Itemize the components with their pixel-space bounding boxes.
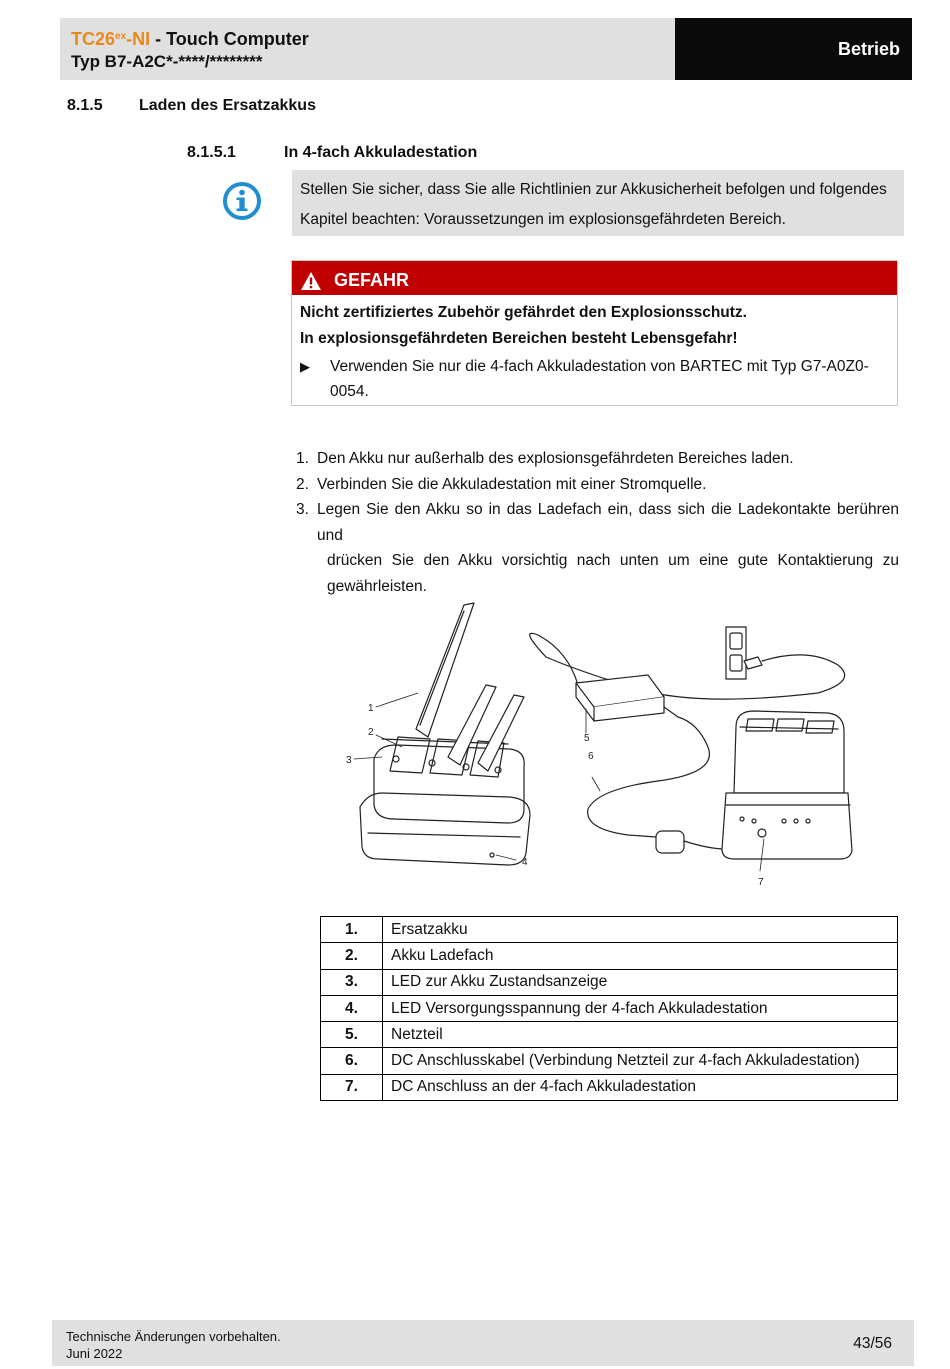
legend-number: 2. (321, 943, 383, 969)
legend-number: 3. (321, 969, 383, 995)
page-number: 43/56 (853, 1335, 892, 1352)
chapter-label: Betrieb (675, 18, 912, 80)
table-row (321, 995, 898, 1021)
table-row (321, 943, 898, 969)
danger-header (292, 261, 897, 295)
info-icon (222, 181, 262, 221)
legend-label: LED zur Akku Zustandsanzeige (383, 969, 898, 995)
info-note (292, 170, 904, 236)
table-row (321, 917, 898, 943)
step-item (296, 497, 899, 599)
legend-label: Ersatzakku (383, 917, 898, 943)
product-brand: $TC26^{ex}-NI$ (71, 29, 151, 49)
legend-label: LED Versorgungsspannung der 4-fach Akkuladestation (383, 995, 898, 1021)
danger-action (300, 354, 897, 404)
instruction-steps (296, 446, 899, 599)
legend-number: 6. (321, 1048, 383, 1074)
table-row (321, 1074, 898, 1100)
callout-4: 4 (522, 857, 528, 868)
step-item (296, 472, 899, 498)
step-item (296, 446, 899, 472)
legend-number: 7. (321, 1074, 383, 1100)
info-line-2: Kapitel beachten: Voraussetzungen im explosionsgefährdeten Bereich. (300, 211, 786, 228)
page-footer (52, 1320, 914, 1366)
section-title: Laden des Ersatzakkus (139, 97, 316, 114)
danger-body (292, 295, 897, 404)
section-number: 8.1.5 (67, 97, 103, 114)
callout-7: 7 (758, 877, 764, 888)
product-title: $TC26^{ex}-NI$ - Touch Computer (71, 29, 309, 49)
step-text: Verbinden Sie die Akkuladestation mit einer Stromquelle. (317, 475, 707, 493)
product-type: Typ B7-A2C*-****/******** (71, 52, 263, 71)
warning-triangle-icon (300, 271, 322, 291)
callout-2: 2 (368, 727, 374, 738)
callout-1: 1 (368, 703, 374, 714)
callout-3: 3 (346, 755, 352, 766)
header-title-block (60, 18, 675, 80)
subsection-title: In 4-fach Akkuladestation (284, 144, 478, 161)
table-row (321, 1022, 898, 1048)
legend-number: 5. (321, 1022, 383, 1048)
legend-number: 1. (321, 917, 383, 943)
legend-table (320, 916, 898, 1101)
legend-number: 4. (321, 995, 383, 1021)
charging-station-illustration (338, 597, 858, 892)
subsection-number: 8.1.5.1 (187, 144, 236, 161)
danger-warning-box (291, 260, 898, 406)
step-number: 1. (296, 450, 309, 467)
page-header (60, 18, 912, 80)
callout-5: 5 (584, 733, 590, 744)
step-text: Legen Sie den Akku so in das Ladefach ein, dass sich die Ladekontakte berühren und drücken Sie den Akku vorsichtig nach unten um eine gute Kontaktierung zu gewährleisten. (317, 501, 899, 595)
arrow-right-icon: ▶ (300, 359, 310, 374)
step-number: 3. (296, 501, 309, 518)
legend-label: DC Anschluss an der 4-fach Akkuladestation (383, 1074, 898, 1100)
legend-label: DC Anschlusskabel (Verbindung Netzteil zur 4-fach Akkuladestation) (383, 1048, 898, 1074)
danger-label: GEFAHR (334, 270, 410, 290)
danger-statement-2: In explosionsgefährdeten Bereichen besteht Lebensgefahr! (300, 330, 738, 347)
callout-6: 6 (588, 751, 594, 762)
legend-label: Akku Ladefach (383, 943, 898, 969)
footer-disclaimer: Technische Änderungen vorbehalten. (66, 1329, 281, 1344)
table-row (321, 1048, 898, 1074)
danger-statement-1: Nicht zertifiziertes Zubehör gefährdet den Explosionsschutz. (300, 304, 747, 321)
table-row (321, 969, 898, 995)
footer-date: Juni 2022 (66, 1346, 123, 1361)
step-number: 2. (296, 475, 309, 493)
legend-label: Netzteil (383, 1022, 898, 1048)
danger-action-text: Verwenden Sie nur die 4-fach Akkuladestation von BARTEC mit Typ G7-A0Z0-0054. (330, 358, 869, 400)
step-text: Den Akku nur außerhalb des explosionsgefährdeten Bereiches laden. (317, 450, 794, 467)
info-line-1: Stellen Sie sicher, dass Sie alle Richtlinien zur Akkusicherheit befolgen und folgendes (300, 181, 887, 198)
footer-notes (66, 1328, 281, 1362)
